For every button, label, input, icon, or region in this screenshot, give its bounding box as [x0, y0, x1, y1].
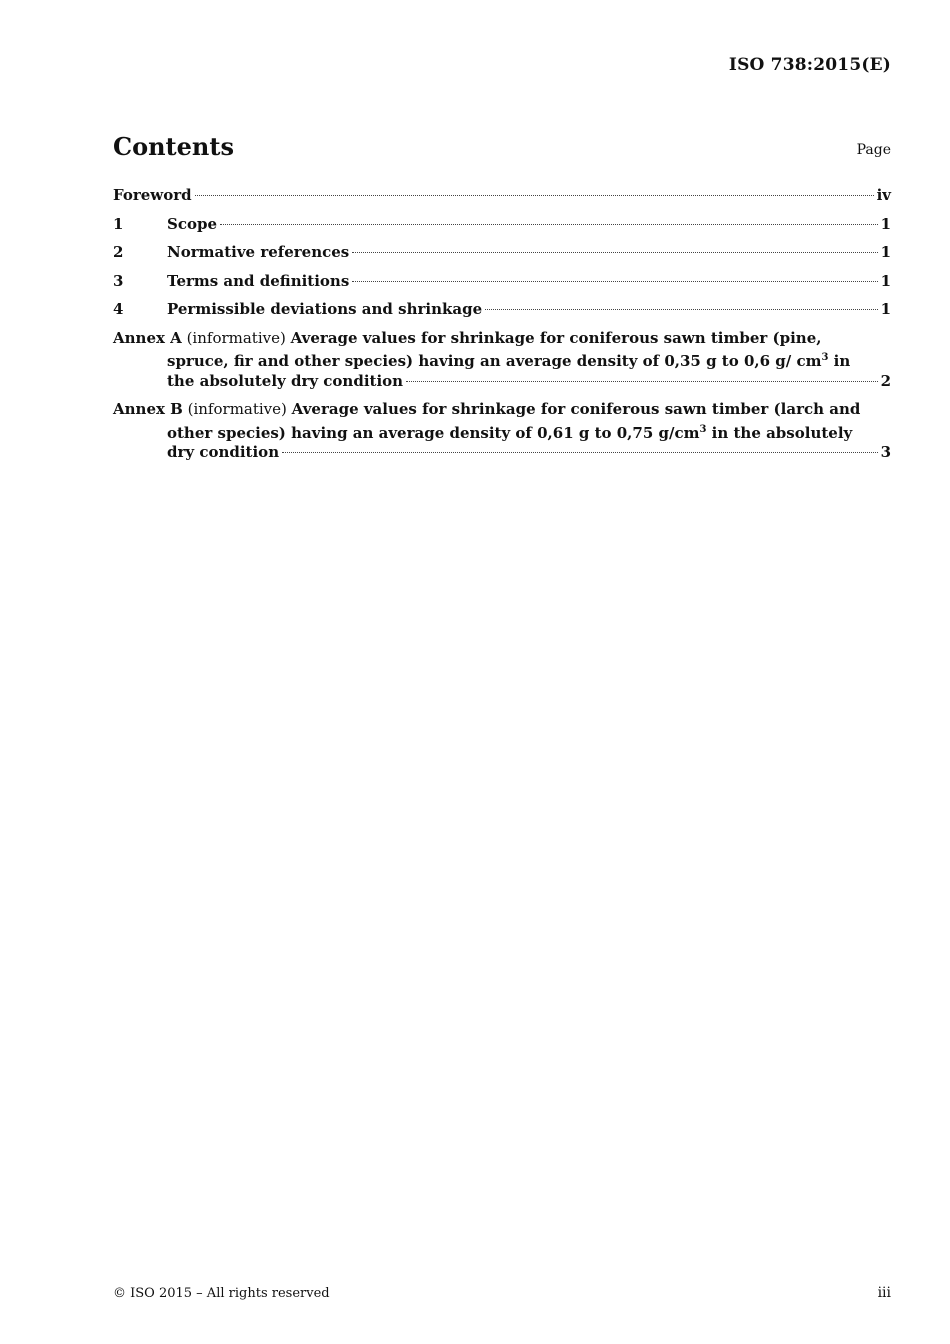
annex-title-line-2: spruce, fir and other species) having an average density of 0,35 g to 0,6 g/ $cm^3$ in [167, 352, 851, 370]
annex-title-line-2: other species) having an average density of 0,61 g to 0,75 $g/cm^3$ in the absolutely [167, 423, 853, 442]
annex-title-line-3: dry condition [167, 443, 280, 461]
annex-type: (informative) [186, 328, 286, 347]
toc-title: Normative references [167, 243, 350, 261]
dot-leader [195, 195, 874, 196]
dot-leader [352, 281, 877, 282]
toc-page-number: 1 [880, 271, 891, 290]
page-number: iii [877, 1285, 891, 1301]
copyright-notice: © ISO 2015 – All rights reserved [113, 1286, 330, 1301]
toc-page-number: iv [876, 186, 891, 204]
toc-entry-annex-b[interactable] [113, 400, 891, 463]
toc-section-number: 2 [113, 243, 124, 261]
toc-entry-annex-a[interactable] [113, 329, 891, 392]
toc-title: Scope [167, 214, 218, 233]
toc-entry-normative-references[interactable] [113, 243, 891, 263]
toc-page-number: 2 [880, 371, 891, 390]
toc-page-number: 1 [880, 300, 891, 318]
page-column-label: Page [856, 142, 891, 158]
dot-leader [485, 309, 877, 310]
toc-title: Permissible deviations and shrinkage [167, 300, 483, 318]
toc-title: Foreword [113, 186, 192, 204]
annex-type: (informative) [187, 400, 287, 418]
dot-leader [406, 381, 877, 382]
annex-label: Annex B [113, 400, 183, 418]
standard-identifier: ISO 738:2015(E) [728, 55, 891, 75]
dot-leader [352, 252, 877, 253]
table-of-contents [113, 186, 891, 472]
toc-entry-permissible-deviations[interactable] [113, 300, 891, 320]
contents-heading: Contents [113, 132, 234, 161]
toc-section-number: 1 [113, 214, 124, 233]
toc-entry-terms-and-definitions[interactable] [113, 272, 891, 292]
toc-entry-scope[interactable] [113, 215, 891, 235]
toc-section-number: 3 [113, 271, 124, 290]
toc-title: Terms and definitions [167, 271, 350, 290]
dot-leader [220, 224, 878, 225]
annex-title-line-3: the absolutely dry condition [167, 371, 404, 390]
toc-page-number: 3 [880, 443, 891, 461]
toc-page-number: 1 [880, 243, 891, 261]
toc-page-number: 1 [880, 214, 891, 233]
annex-title-line-1: Average values for shrinkage for coniferous sawn timber (pine, [290, 328, 822, 347]
toc-entry-foreword[interactable] [113, 186, 891, 206]
dot-leader [282, 452, 877, 453]
toc-section-number: 4 [113, 300, 124, 318]
annex-title-line-1: Average values for shrinkage for coniferous sawn timber (larch and [291, 400, 861, 418]
annex-label: Annex A [113, 328, 182, 347]
